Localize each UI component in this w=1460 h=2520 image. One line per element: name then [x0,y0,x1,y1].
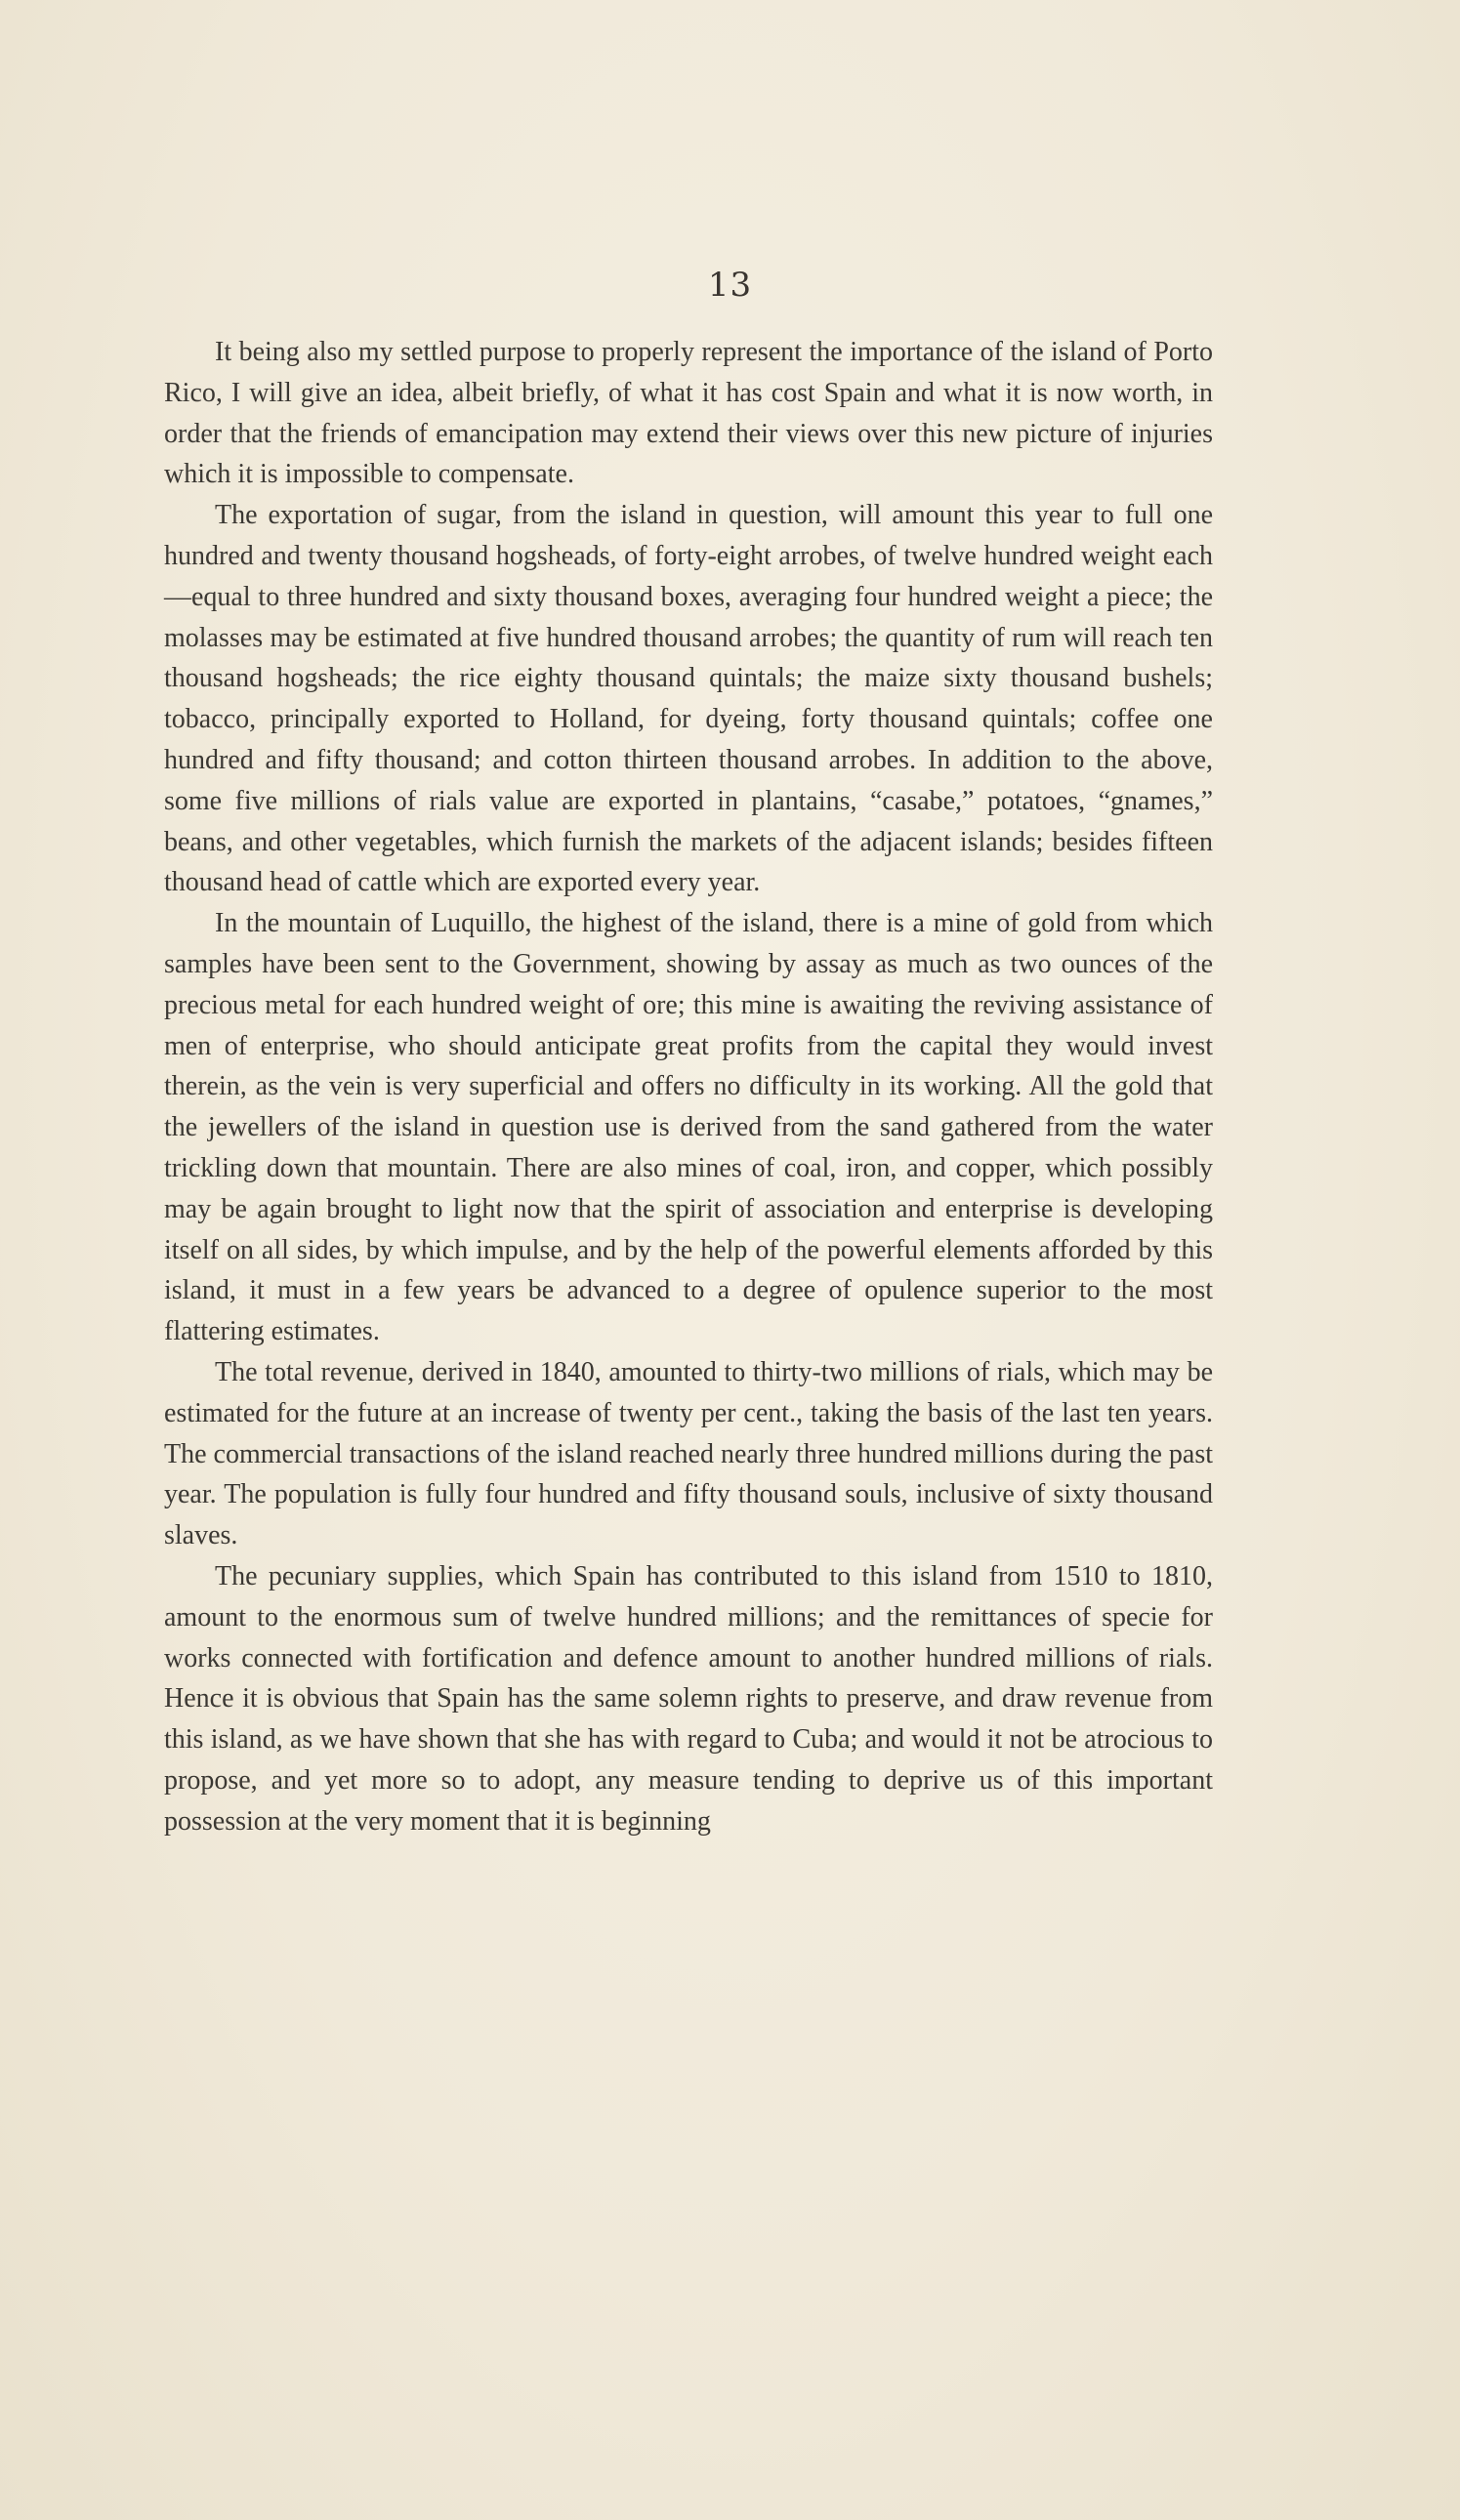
paragraph-3: In the mountain of Luquillo, the highest of the island, there is a mine of gold from which samples have been sent to the Government, showing by assay as much as two ounces of the precious metal for each hundred weight of ore; this mine is awaiting the reviving assistance of men of enterprise, who should anticipate great profits from the capital they would invest therein, as the vein is very superficial and offers no difficulty in its working. All the gold that the jewellers of the island in question use is derived from the sand gathered from the water trickling down that mountain. There are also mines of coal, iron, and copper, which possibly may be again brought to light now that the spirit of association and enterprise is developing itself on all sides, by which impulse, and by the help of the powerful elements afforded by this island, it must in a few years be advanced to a degree of opulence superior to the most flattering estimates. [164,908,1213,1347]
body-text [164,332,1213,1841]
paragraph-4: The total revenue, derived in 1840, amounted to thirty-two millions of rials, which may be estimated for the future at an increase of twenty per cent., taking the basis of the last ten years. The commercial transactions of the island reached nearly three hundred millions during the past year. The population is fully four hundred and fifty thousand souls, inclusive of sixty thousand slaves. [164,1356,1213,1551]
page-number: 13 [707,266,753,305]
paragraph-1: It being also my settled purpose to properly represent the importance of the island of Porto Rico, I will give an idea, albeit briefly, of what it has cost Spain and what it is now worth, in order that the friends of emancipation may extend their views over this new picture of injuries which it is impossible to compensate. [164,337,1213,490]
paragraph-5: The pecuniary supplies, which Spain has contributed to this island from 1510 to 1810, amount to the enormous sum of twelve hundred millions; and the remittances of specie for works connected with fortification and defence amount to another hundred millions of rials. Hence it is obvious that Spain has the same solemn rights to preserve, and draw revenue from this island, as we have shown that she has with regard to Cuba; and would it not be atrocious to propose, and yet more so to adopt, any measure tending to deprive us of this important possession at the very moment that it is beginning [164,1560,1213,1837]
paragraph-2: The exportation of sugar, from the island in question, will amount this year to full one hundred and twenty thousand hogsheads, of forty-eight arrobes, of twelve hundred weight each—equal to three hundred and sixty thousand boxes, averaging four hundred weight a piece; the molasses may be estimated at five hundred thousand arrobes; the quantity of rum will reach ten thousand hogsheads; the rice eighty thousand quintals; the maize sixty thousand bushels; tobacco, principally exported to Holland, for dyeing, forty thousand quintals; coffee one hundred and fifty thousand; and cotton thirteen thousand arrobes. In addition to the above, some five millions of rials value are exported in plantains, “casabe,” potatoes, “gnames,” beans, and other vegetables, which furnish the markets of the adjacent islands; besides fifteen thousand head of cattle which are exported every year. [164,500,1213,898]
